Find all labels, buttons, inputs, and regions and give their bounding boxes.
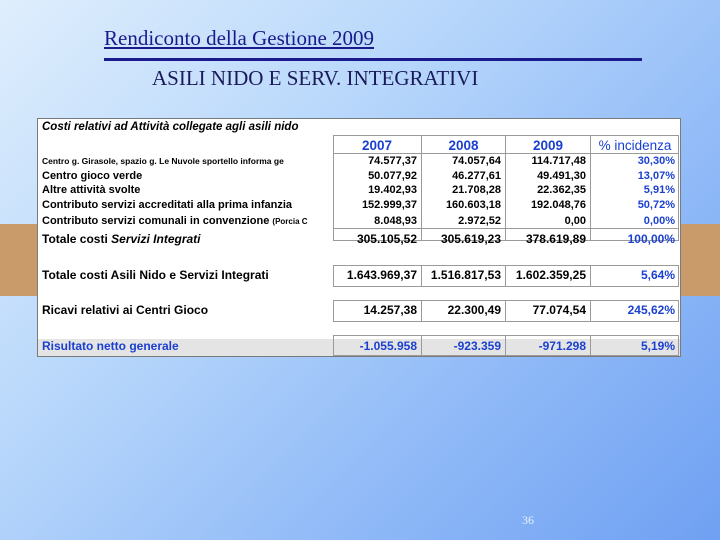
row-label-centro-gioco-verde: Centro gioco verde	[42, 170, 143, 182]
cell-value: 160.603,18	[445, 199, 501, 211]
total-label-prefix: Totale costi	[42, 232, 108, 246]
cell-value: 2.972,52	[458, 215, 501, 227]
cell-percent: 5,19%	[640, 339, 675, 353]
page-number: 36	[522, 513, 534, 527]
cell-value: 77.074,54	[532, 303, 586, 317]
cell-value: 14.257,38	[363, 303, 417, 317]
row-label-altre-attivita: Altre attività svolte	[42, 184, 141, 196]
cell-value: 21.708,28	[452, 184, 501, 196]
row-label-totale-servizi-integrati	[42, 232, 331, 246]
cell-value: 46.277,61	[452, 170, 501, 182]
cell-value: 49.491,30	[537, 170, 586, 182]
cell-value: 1.516.817,53	[430, 268, 501, 282]
cell-value: 305.105,52	[356, 232, 417, 246]
cell-value: 74.577,37	[368, 155, 417, 167]
cell-percent: 5,91%	[643, 184, 675, 196]
cell-value: -971.298	[538, 339, 586, 353]
row-label-text: Contributo servizi comunali in convenzione	[42, 215, 270, 227]
column-header-2008: 2008	[448, 138, 479, 153]
decorative-band-right	[680, 224, 720, 296]
slide-title: Rendiconto della Gestione 2009	[104, 26, 375, 50]
row-label-risultato-netto: Risultato netto generale	[42, 339, 179, 353]
cell-value: 0,00	[564, 215, 586, 227]
cell-percent: 100,00%	[627, 232, 675, 246]
cell-percent: 50,72%	[637, 199, 675, 211]
cell-value: 192.048,76	[530, 199, 586, 211]
cell-percent: 13,07%	[637, 170, 675, 182]
cell-value: 114.717,48	[531, 155, 586, 167]
title-rule	[104, 58, 642, 61]
cell-value: 22.300,49	[447, 303, 501, 317]
row-label-servizi-accreditati: Contributo servizi accreditati alla prima infanzia	[42, 199, 293, 211]
spreadsheet-table	[37, 118, 681, 357]
cell-percent: 0,00%	[643, 215, 675, 227]
table-header-title: Costi relativi ad Attività collegate agli asili nido	[42, 121, 299, 133]
cell-percent: 30,30%	[637, 155, 675, 167]
column-header-2007: 2007	[361, 138, 393, 153]
cell-value: 19.402,93	[368, 184, 417, 196]
row-label-centro-girasole: Centro g. Girasole, spazio g. Le Nuvole sportello informa ge	[42, 156, 284, 166]
cell-value: 74.057,64	[452, 155, 501, 167]
cell-percent: 5,64%	[640, 268, 675, 282]
row-label-servizi-convenzione	[42, 215, 331, 227]
cell-value: 1.602.359,25	[515, 268, 586, 282]
cell-value: 22.362,35	[537, 184, 586, 196]
row-label-totale-asili-nido: Totale costi Asili Nido e Servizi Integrati	[42, 268, 269, 282]
total-label-italic: Servizi Integrati	[111, 232, 201, 246]
cell-value: 152.999,37	[361, 199, 417, 211]
total-separator	[333, 228, 679, 229]
row-label-note: (Porcia C	[272, 217, 308, 226]
cell-value: 378.619,89	[525, 232, 586, 246]
cell-value: 8.048,93	[374, 215, 417, 227]
cell-value: 50.077,92	[368, 170, 417, 182]
cell-value: -923.359	[453, 339, 501, 353]
decorative-band-left	[0, 224, 40, 296]
slide-subtitle: ASILI NIDO E SERV. INTEGRATIVI	[152, 66, 479, 90]
column-header-2009: 2009	[532, 138, 564, 153]
cell-value: -1.055.958	[359, 339, 417, 353]
cell-value: 1.643.969,37	[346, 268, 417, 282]
column-header-incidenza: % incidenza	[598, 138, 672, 153]
row-label-ricavi-centri-gioco: Ricavi relativi ai Centri Gioco	[42, 303, 209, 317]
cell-value: 305.619,23	[440, 232, 501, 246]
cell-percent: 245,62%	[627, 303, 675, 317]
